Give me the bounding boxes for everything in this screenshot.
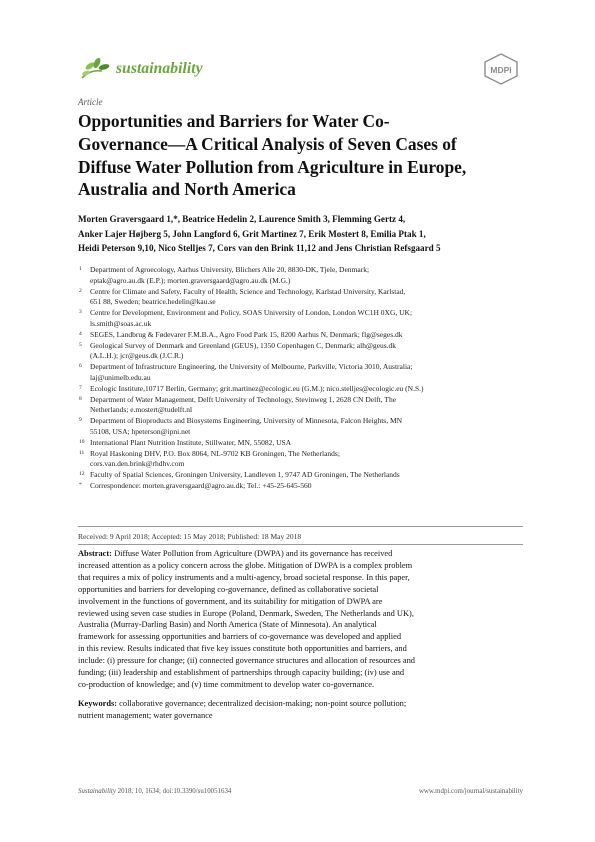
title-line: Governance—A Critical Analysis of Seven Cases of xyxy=(78,133,457,154)
abstract-line: reviewed using seven case studies in Europe (Poland, Denmark, Sweden, The Netherlands and UK), xyxy=(78,608,414,618)
affiliation-text: Geological Survey of Denmark and Greenland (GEUS), 1350 Copenhagen C, Denmark; alh@geus.dk xyxy=(90,340,396,350)
journal-name: sustainability xyxy=(116,60,203,77)
keywords xyxy=(78,698,523,722)
affiliation-item xyxy=(78,438,523,449)
affiliation-text: ls.smith@soas.ac.uk xyxy=(90,318,152,328)
affiliation-item xyxy=(78,362,523,384)
abstract-line xyxy=(78,548,523,560)
affiliation-text: Royal Haskoning DHV, P.O. Box 8064, NL-9702 KB Groningen, The Netherlands; xyxy=(90,448,340,458)
affiliation-item xyxy=(78,341,523,363)
affiliation-item xyxy=(78,330,523,341)
affiliation-item xyxy=(78,481,523,492)
affiliation-number: 2 xyxy=(79,287,82,294)
affiliation-item xyxy=(78,395,523,417)
affiliation-text: Ecologic Institute,10717 Berlin, Germany; grit.martinez@ecologic.eu (G.M.); nico.stelljes@ecologic.eu (N.S.) xyxy=(90,383,424,393)
affiliation-number: 7 xyxy=(79,384,82,391)
abstract-line: increased attention as a policy concern across the globe. Mitigation of DWPA is a complex problem xyxy=(78,560,413,570)
page-header xyxy=(78,52,520,86)
affiliation-number: 1 xyxy=(79,266,82,272)
affiliation-item xyxy=(78,265,523,287)
affiliation-text: cors.van.den.brink@rhdhv.com xyxy=(90,459,185,469)
keywords-text: collaborative governance; decentralized decision-making; non-point source pollution; xyxy=(119,699,407,708)
abstract-line: that requires a mix of policy instruments and a multi-agency, broad societal response. In this paper, xyxy=(78,572,410,582)
mdpi-logo-text: MDPI xyxy=(490,65,512,75)
footer-url[interactable]: www.mdpi.com/journal/sustainability xyxy=(418,788,523,795)
abstract-line: Australia (Murray-Darling Basin) and North America (State of Minnesota). An analytical xyxy=(78,620,377,630)
affiliation-text: SEGES, Landbrug & Fødevarer F.M.B.A., Agro Food Park 15, 8200 Aarhus N, Denmark; flg@seges.dk xyxy=(90,329,403,339)
affiliation-text: 55108, USA; hpeterson@ipni.net xyxy=(90,426,191,436)
abstract-line: co-production of knowledge; and (v) time commitment to develop water co-governance. xyxy=(78,679,375,689)
footer-citation xyxy=(78,788,231,795)
sustainability-leaf-icon xyxy=(78,54,116,84)
affiliation-text: laj@unimelb.edu.au xyxy=(90,372,151,382)
affiliation-text: (A.L.H.); jcr@geus.dk (J.C.R.) xyxy=(90,351,184,361)
abstract-label: Abstract: xyxy=(78,549,112,558)
footer-doi: 2018, 10, 1634; doi:10.3390/su10051634 xyxy=(117,788,232,795)
keywords-line: nutrient management; water governance xyxy=(78,710,213,720)
affiliation-number: 10 xyxy=(79,438,85,445)
mdpi-logo xyxy=(482,52,520,86)
affiliation-text: Centre for Climate and Safety, Faculty of Health, Science and Technology, Karlstad University, Karlstad, xyxy=(90,286,406,296)
affiliation-number: 8 xyxy=(79,395,82,402)
affiliation-item xyxy=(78,449,523,471)
affiliation-number: * xyxy=(79,481,82,488)
affiliation-text: Centre for Development, Environment and Policy, SOAS University of London, London WC1H 0XG, UK; xyxy=(90,308,413,318)
affiliation-number: 3 xyxy=(79,309,82,316)
divider xyxy=(78,544,523,545)
abstract xyxy=(78,548,523,691)
affiliation-text: Department of Water Management, Delft University of Technology, Stevinweg 1, 2628 CN Delft, The xyxy=(90,394,397,404)
abstract-text: Diffuse Water Pollution from Agriculture (DWPA) and its governance has received xyxy=(114,549,393,558)
abstract-line: in this review. Results indicated that five key issues constitute both opportunities and barriers, and xyxy=(78,644,407,654)
affiliation-text: 651 88, Sweden; beatrice.hedelin@kau.se xyxy=(90,297,216,307)
affiliation-item xyxy=(78,384,523,395)
author-list xyxy=(78,212,523,256)
affiliation-number: 6 xyxy=(79,363,82,370)
author-line: Heidi Peterson 9,10, Nico Stelljes 7, Cors van den Brink 11,12 and Jens Christian Refsgaard 5 xyxy=(78,243,441,253)
author-line: Morten Graversgaard 1,*, Beatrice Hedelin 2, Laurence Smith 3, Flemming Gertz 4, xyxy=(78,214,406,224)
affiliation-number: 11 xyxy=(79,449,85,456)
affiliation-text: Faculty of Spatial Sciences, Groningen University, Landleven 1, 9747 AD Groningen, The Netherlands xyxy=(90,470,400,480)
abstract-line: funding; (iii) leadership and establishment of partnerships through capacity building; (iv) use and xyxy=(78,668,405,678)
affiliation-number: 5 xyxy=(79,341,82,348)
affiliation-text: eptak@agro.au.dk (E.P.); morten.graversgaard@agro.au.dk (M.G.) xyxy=(90,275,291,285)
article-type: Article xyxy=(78,97,103,107)
affiliation-text: Correspondence: morten.graversgaard@agro.au.dk; Tel.: +45-25-645-560 xyxy=(90,480,312,490)
affiliation-item xyxy=(78,470,523,481)
title-line: Diffuse Water Pollution from Agriculture in Europe, xyxy=(78,156,467,177)
affiliation-text: Department of Agroecology, Aarhus University, Blichers Alle 20, 8830-DK, Tjele, Denmark; xyxy=(90,265,370,274)
affiliation-text: Netherlands; e.mostert@tudelft.nl xyxy=(90,405,193,415)
publication-dates: Received: 9 April 2018; Accepted: 15 May 2018; Published: 18 May 2018 xyxy=(78,532,302,541)
article-title xyxy=(78,110,523,201)
affiliation-list xyxy=(78,265,523,492)
abstract-line: framework for assessing opportunities and barriers of co-governance was developed and applied xyxy=(78,632,402,642)
author-line: Anker Lajer Højberg 5, John Langford 6, Grit Martinez 7, Erik Mostert 8, Emilia Ptak 1, xyxy=(78,228,426,239)
keywords-label: Keywords: xyxy=(78,699,118,708)
footer-journal: Sustainability xyxy=(78,788,116,795)
abstract-line: opportunities and barriers for developing co-governance, defined as collaborative societal xyxy=(78,584,379,594)
affiliation-text: Department of Bioproducts and Biosystems Engineering, University of Minnesota, Falcon Heights, MN xyxy=(90,416,403,426)
abstract-line: include: (i) pressure for change; (ii) connected governance structures and allocation of resources and xyxy=(78,656,415,666)
affiliation-text: Department of Infrastructure Engineering, the University of Melbourne, Parkville, Victoria 3010, Australia; xyxy=(90,362,413,372)
affiliation-item xyxy=(78,287,523,309)
affiliation-item xyxy=(78,308,523,330)
keywords-line xyxy=(78,698,523,710)
abstract-line: involvement in the functions of government, and its suitability for mitigation of DWPA are xyxy=(78,596,383,606)
affiliation-item xyxy=(78,416,523,438)
affiliation-number: 12 xyxy=(79,471,85,478)
affiliation-text: International Plant Nutrition Institute, Stillwater, MN, 55082, USA xyxy=(90,437,292,447)
affiliation-number: 9 xyxy=(79,417,82,424)
title-line: Australia and North America xyxy=(78,179,296,200)
divider xyxy=(78,526,523,527)
title-line: Opportunities and Barriers for Water Co- xyxy=(78,111,390,131)
affiliation-number: 4 xyxy=(79,330,82,337)
